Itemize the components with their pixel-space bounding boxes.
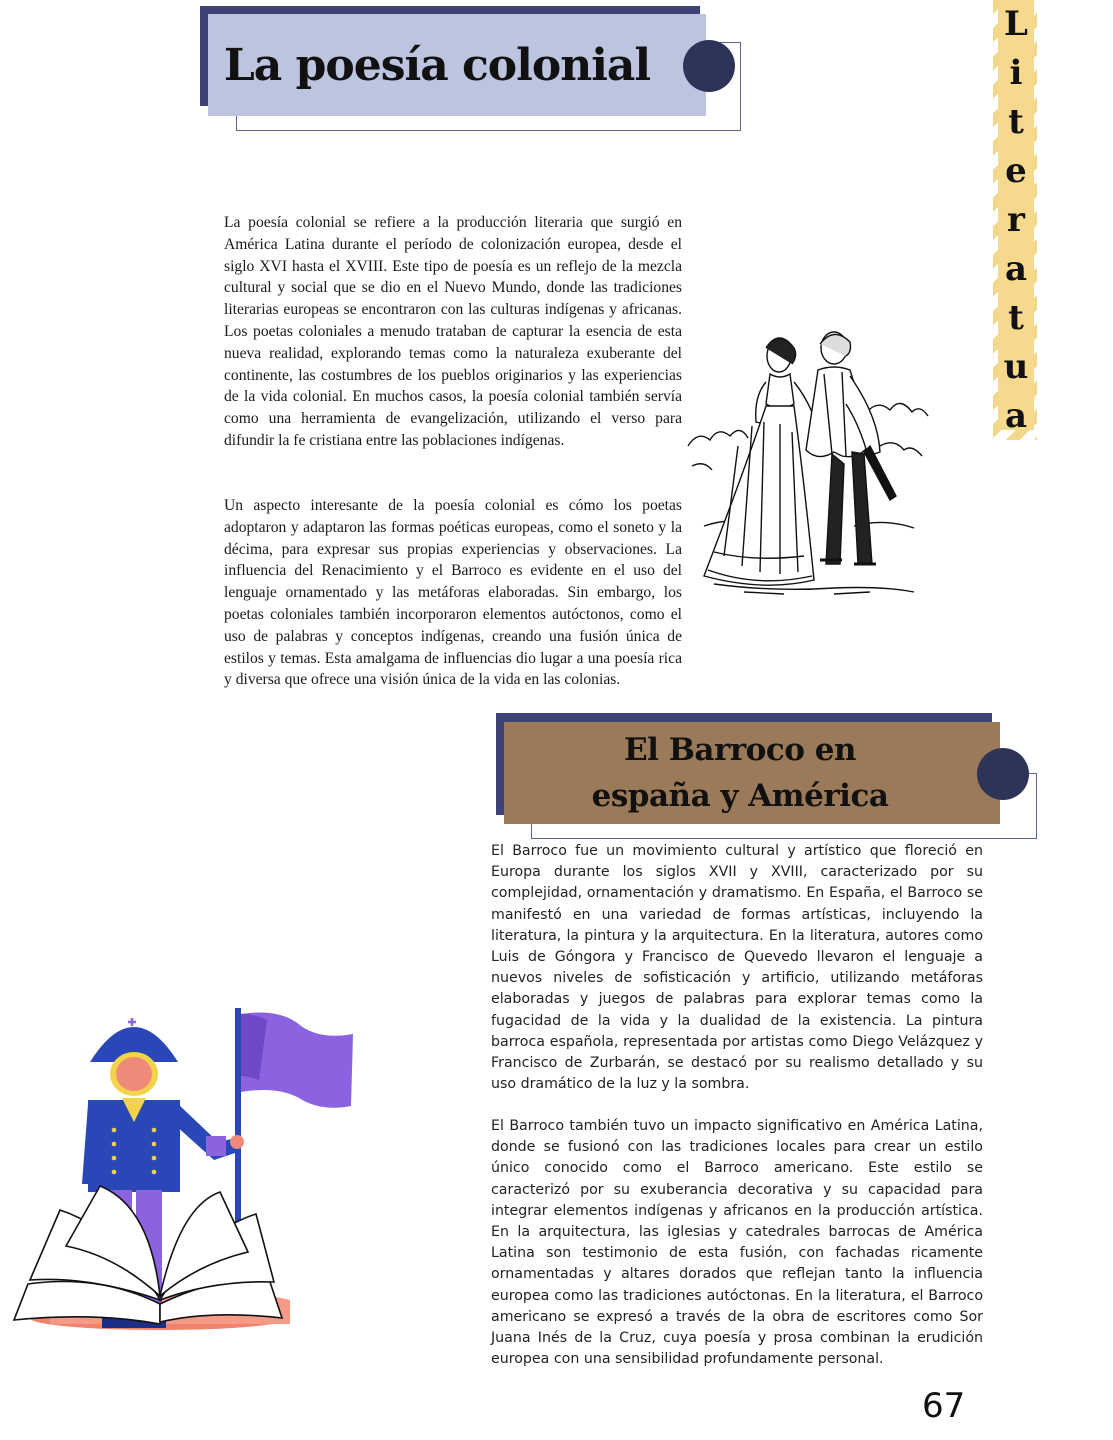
paragraph-barroco-1: El Barroco fue un movimiento cultural y artístico que floreció en Europa durante los siglos XVII y XVIII, caracterizado por su complejidad, ornamentación y dramatismo. En España, el Barroco se manifestó en una variedad de formas artísticas, incluyendo la literatura, la pintura y la arquitectura. En la literatura, autores como Luis de Góngora y Francisco de Quevedo llevaron el lenguaje a nuevos niveles de sofisticación y artificio, utilizando metáforas elaboradas y juegos de palabras para explorar temas como la fugacidad de la vida y la dualidad de la existencia. La pintura barroca española, representada por artistas como Diego Velázquez y Francisco de Zurbarán, se destacó por su realismo detallado y su uso dramático de la luz y la sombra. (491, 843, 983, 1093)
title-banner (208, 14, 706, 116)
side-label-letter: e (1005, 151, 1027, 191)
page-number: 67 (922, 1386, 966, 1426)
side-label-letter: L (1004, 4, 1028, 44)
explorer-flag-book-illustration (10, 1000, 360, 1332)
side-label-letter: u (1003, 347, 1029, 387)
side-label-letter: a (1004, 249, 1028, 289)
side-label-letter: t (1008, 298, 1024, 338)
page-title: La poesía colonial (223, 39, 651, 91)
paragraph-colonial-1: La poesía colonial se refiere a la producción literaria que surgió en América Latina durante el período de colonización europea, desde el siglo XVI hasta el XVIII. Este tipo de poesía es un reflejo de la mezcla cultural y social que se dio en el Nuevo Mundo, donde las tradiciones literarias europeas se encontraron con las culturas indígenas y africanas. Los poetas coloniales a menudo trataban de capturar la esencia de esta nueva realidad, explorando temas como la naturaleza exuberante del continente, las costumbres de los pueblos originarios y las experiencias de la vida colonial. En muchos casos, la poesía colonial también servía como una herramienta de evangelización, utilizando el verso para difundir la fe cristiana entre las poblaciones indígenas. (224, 214, 682, 449)
colonial-couple-illustration (684, 326, 938, 602)
side-label-letter: t (1008, 102, 1024, 142)
subtitle-banner (504, 722, 1000, 824)
title-circle-ornament (683, 40, 735, 92)
section-title-line1: El Barroco en (624, 732, 856, 768)
paragraph-colonial-2: Un aspecto interesante de la poesía colonial es cómo los poetas adoptaron y adaptaron las formas poéticas europeas, como el soneto y la décima, para expresar sus propias experiencias y observaciones. La influencia del Renacimiento y el Barroco es evidente en el uso del lenguaje ornamentado y las metáforas elaboradas. Sin embargo, los poetas coloniales también incorporaron elementos autóctonos, como el uso de palabras y conceptos indígenas, creando una fusión única de estilos y temas. Esta amalgama de influencias dio lugar a una poesía rica y diversa que ofrece una visión única de la vida en las colonias. (224, 497, 682, 689)
paragraph-barroco-2: El Barroco también tuvo un impacto significativo en América Latina, donde se fusionó con las tradiciones locales para crear un estilo único conocido como el Barroco americano. Este estilo se caracterizó por su exuberancia decorativa y su capacidad para integrar elementos indígenas y africanos en la producción artística. En la arquitectura, las iglesias y catedrales barrocas de América Latina son testimonio de esta fusión, con fachadas ricamente ornamentadas y altares dorados que reflejan tanto la influencia europea como las tradiciones autóctonas. En la literatura, el Barroco americano se expresó a través de la obra de escritores como Sor Juana Inés de la Cruz, cuya poesía y prosa combinan la erudición europea con una sensibilidad profundamente personal. (491, 1118, 983, 1368)
side-label (998, 0, 1034, 440)
side-label-letter: i (1009, 53, 1023, 93)
section-title-line2: españa y América (591, 778, 889, 814)
subtitle-circle-ornament (977, 748, 1029, 800)
side-label-letter: r (1007, 200, 1025, 240)
side-label-letter: a (1004, 396, 1028, 436)
